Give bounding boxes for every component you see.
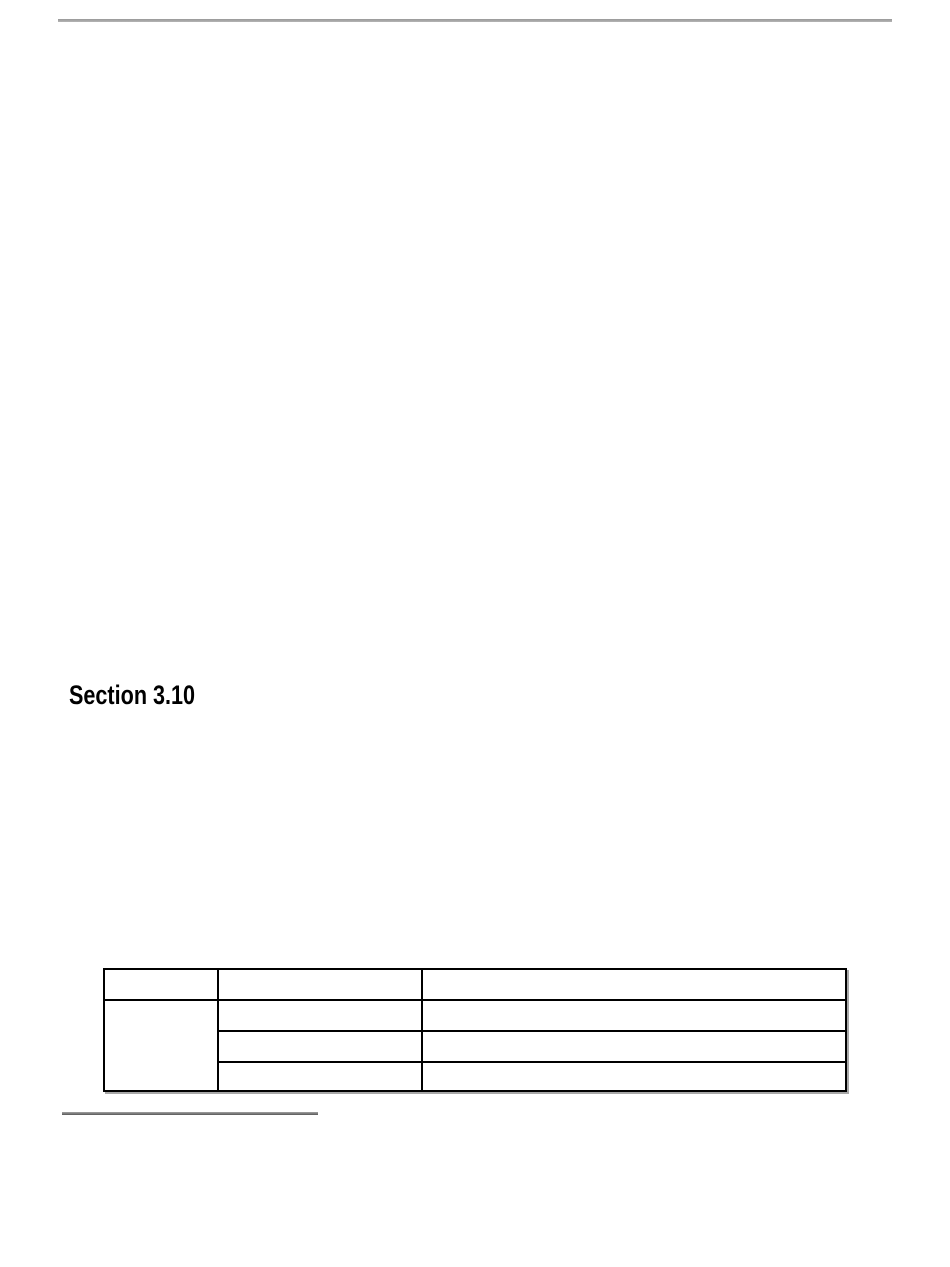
empty-table <box>103 968 847 1092</box>
table-cell <box>218 1000 422 1031</box>
header-divider-rule <box>58 19 892 22</box>
table-row <box>104 1000 846 1031</box>
table-cell <box>422 1031 846 1062</box>
table-header-cell-2 <box>218 969 422 1000</box>
table-merged-cell <box>104 1000 218 1091</box>
table-cell <box>218 1062 422 1091</box>
table-header-cell-3 <box>422 969 846 1000</box>
table-header-row <box>104 969 846 1000</box>
table-cell <box>422 1000 846 1031</box>
section-heading: Section 3.10 <box>69 680 196 710</box>
table-cell <box>422 1062 846 1091</box>
table-cell <box>218 1031 422 1062</box>
footnote-divider-rule <box>62 1112 318 1115</box>
table-header-cell-1 <box>104 969 218 1000</box>
